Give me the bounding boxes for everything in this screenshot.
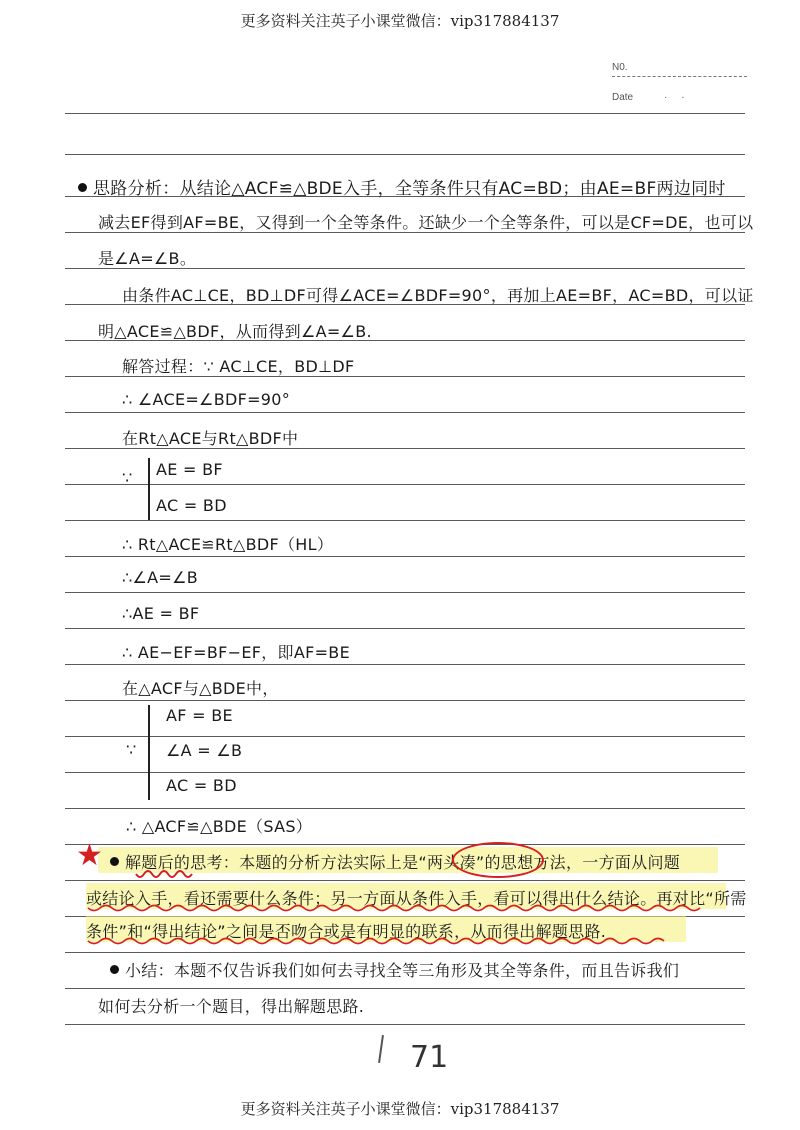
summary-line-2: 如何去分析一个题目，得出解题思路. <box>98 997 365 1016</box>
solution-step-4: ∴ Rt△ACE≌Rt△BDF（HL） <box>122 535 334 554</box>
wavy-underline <box>88 906 700 911</box>
analysis-line-5: 明△ACE≌△BDF，从而得到∠A=∠B. <box>98 322 372 341</box>
reflection-line-1: 解题后的思考：本题的分析方法实际上是“两头凑”的思想方法，一方面从问题 <box>110 850 680 873</box>
watermark-top: 更多资料关注英子小课堂微信：vip317884137 <box>240 12 560 30</box>
date-label: Date <box>612 92 634 103</box>
condition-af-be: AF = BE <box>166 706 233 725</box>
because-symbol-2: ∵ <box>126 740 137 759</box>
wavy-underline <box>88 939 664 944</box>
analysis-line-4: 由条件AC⊥CE，BD⊥DF可得∠ACE=∠BDF=90°，再加上AE=BF，AC=BD，可以证 <box>122 286 754 305</box>
bullet-icon <box>110 965 119 974</box>
reflection-line-2: 或结论入手，看还需要什么条件；另一方面从条件入手，看可以得出什么结论。再对比“所需 <box>86 889 747 908</box>
analysis-line-2: 减去EF得到AF=BE，又得到一个全等条件。还缺少一个全等条件，可以是CF=DE，也可以 <box>98 213 754 232</box>
reflection-line-3: 条件”和“得出结论”之间是否吻合或是有明显的联系，从而得出解题思路. <box>86 922 607 941</box>
solution-step-7: ∴ AE−EF=BF−EF，即AF=BE <box>122 643 350 662</box>
solution-step-6: ∴AE = BF <box>122 604 200 623</box>
solution-step-1: ∴ ∠ACE=∠BDF=90° <box>122 390 291 409</box>
condition-ac-bd: AC = BD <box>156 496 227 515</box>
analysis-line-1: 思路分析：从结论△ACF≌△BDE入手，全等条件只有AC=BD；由AE=BF两边同时 <box>78 174 726 199</box>
condition-ac-bd-2: AC = BD <box>166 776 237 795</box>
condition-ae-bf: AE = BF <box>156 460 223 479</box>
solution-step-2: 在Rt△ACE与Rt△BDF中 <box>122 429 299 448</box>
watermark-bottom: 更多资料关注英子小课堂微信：vip317884137 <box>240 1100 560 1118</box>
solution-step-8: 在△ACF与△BDE中， <box>122 679 279 698</box>
solution-title: 解答过程：∵ AC⊥CE，BD⊥DF <box>122 357 355 376</box>
date-dots-icon: · · <box>664 92 685 103</box>
solution-step-5: ∴∠A=∠B <box>122 568 198 587</box>
summary-line-1: 小结：本题不仅告诉我们如何去寻找全等三角形及其全等条件，而且告诉我们 <box>110 958 679 981</box>
because-symbol: ∵ <box>122 468 133 487</box>
no-label: N0. <box>612 62 628 73</box>
solution-conclusion: ∴ △ACF≌△BDE（SAS） <box>126 817 313 836</box>
analysis-line-3: 是∠A=∠B。 <box>98 249 197 268</box>
star-icon: ★ <box>76 838 104 873</box>
condition-angle-a-b: ∠A = ∠B <box>166 741 243 760</box>
wavy-underline <box>136 871 192 877</box>
page-number: 71 <box>410 1040 449 1075</box>
